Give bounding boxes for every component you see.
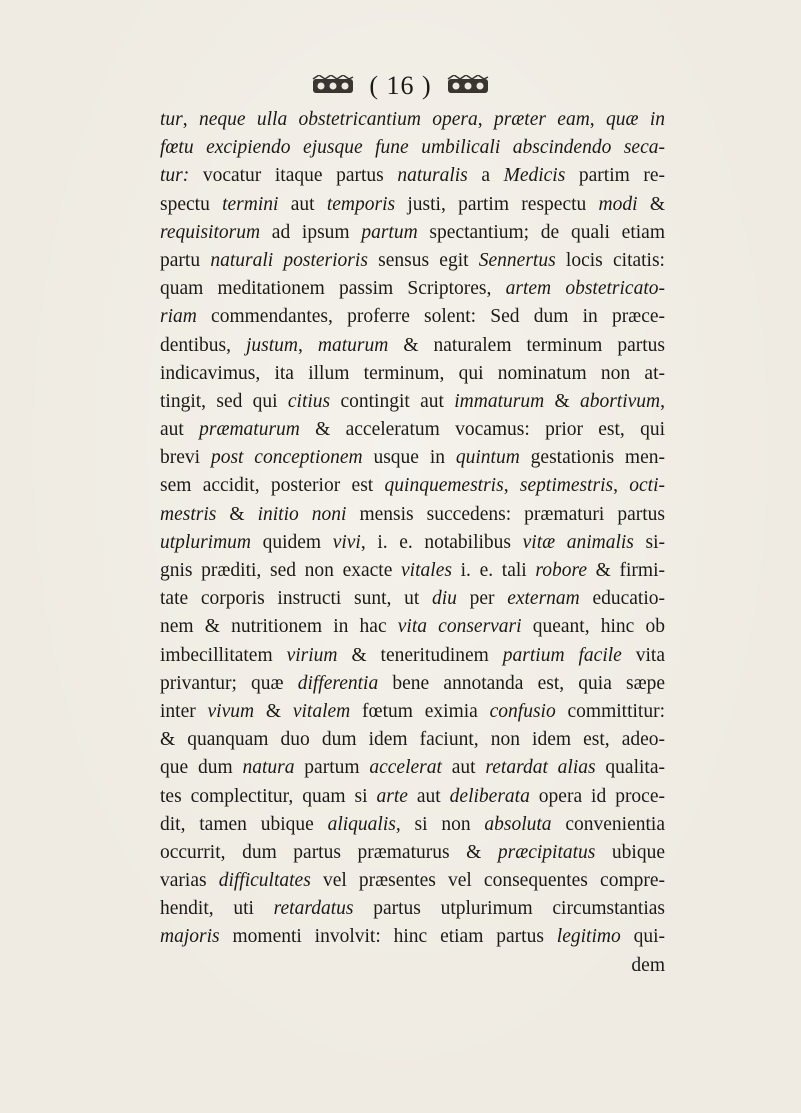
italic-text: robore xyxy=(535,560,587,581)
italic-text: arte xyxy=(376,785,408,807)
text-line xyxy=(160,134,665,162)
text-segment: que dum xyxy=(160,757,243,779)
text-segment: vocatur itaque partus xyxy=(189,165,398,187)
italic-text: differentia xyxy=(297,672,379,694)
text-segment: justi, partim respectu xyxy=(395,193,599,215)
text-segment: quam meditationem passim Scriptores, xyxy=(160,278,506,300)
text-line xyxy=(160,191,665,219)
text-line xyxy=(160,670,665,698)
text-segment: sensus egit xyxy=(367,249,479,271)
text-line xyxy=(160,642,665,670)
text-segment: dentibus, xyxy=(160,334,246,356)
italic-text: partium facile xyxy=(502,644,622,666)
italic-text: deliberata xyxy=(449,785,530,807)
right-ornament-icon xyxy=(446,75,490,97)
italic-text: justum xyxy=(245,334,298,356)
page-header xyxy=(0,68,801,104)
italic-text: præmaturum xyxy=(199,419,300,441)
italic-text: confusio xyxy=(489,700,556,722)
italic-text: vitales xyxy=(401,560,452,581)
text-segment: spectu xyxy=(160,193,223,215)
text-line xyxy=(160,613,665,641)
italic-text: post conceptionem xyxy=(210,447,363,469)
text-segment: , i. e. notabilibus xyxy=(360,531,523,553)
italic-text: maturum xyxy=(317,334,389,356)
italic-text: quæ in xyxy=(605,109,665,130)
text-segment: dit, tamen ubique xyxy=(160,813,328,835)
text-line xyxy=(160,811,665,839)
text-segment: mensis succedens: præmaturi partus xyxy=(346,503,665,525)
text-segment: vel præsentes vel consequentes compre- xyxy=(310,870,665,892)
italic-text: naturali posterioris xyxy=(210,249,368,271)
text-segment: & acceleratum vocamus: prior est, qui xyxy=(299,419,665,441)
text-line xyxy=(160,529,665,557)
italic-text: requisitorum xyxy=(160,221,261,243)
italic-text: retardatus xyxy=(273,898,354,920)
text-segment: convenientia xyxy=(551,813,665,835)
text-segment: , xyxy=(182,109,199,130)
text-segment: partu xyxy=(160,249,211,271)
italic-text: abortivum xyxy=(579,390,661,412)
text-segment: contingit aut xyxy=(330,390,455,412)
text-line xyxy=(160,698,665,726)
text-line xyxy=(160,332,665,360)
italic-text: difficultates xyxy=(218,870,311,892)
italic-text: vitalem xyxy=(292,700,351,722)
text-segment: , xyxy=(589,109,606,130)
text-segment: , xyxy=(298,334,318,356)
text-line xyxy=(160,162,665,190)
text-line xyxy=(160,726,665,754)
italic-text: temporis xyxy=(326,193,396,215)
text-line xyxy=(160,360,665,388)
text-segment: qualita- xyxy=(595,757,665,779)
text-segment: committitur: xyxy=(555,700,665,722)
italic-text: vitæ animalis xyxy=(522,531,634,553)
italic-text: naturalis xyxy=(397,165,468,187)
italic-text: accelerat xyxy=(369,757,442,779)
italic-text: legitimo xyxy=(556,926,621,948)
text-segment: aut xyxy=(407,785,450,807)
italic-text: natura xyxy=(242,757,295,779)
text-segment: nem & nutritionem in hac xyxy=(160,616,398,638)
text-segment: gnis præditi, sed non exacte xyxy=(160,560,402,581)
text-line xyxy=(160,501,665,529)
italic-text: tur xyxy=(160,109,183,130)
italic-text: artem obstetricato- xyxy=(505,278,665,300)
text-segment: imbecillitatem xyxy=(160,644,287,666)
italic-text: utplurimum xyxy=(160,531,252,553)
text-segment: aut xyxy=(441,757,486,779)
italic-text: virium xyxy=(286,644,338,666)
italic-text: vivi xyxy=(332,531,361,553)
text-line xyxy=(160,219,665,247)
italic-text: riam xyxy=(160,306,197,328)
text-segment: sem accidit, posterior est xyxy=(160,475,385,497)
text-segment: & quanquam duo dum idem faciunt, non idem est, adeo- xyxy=(160,729,665,751)
text-segment: & naturalem terminum partus xyxy=(388,334,665,356)
text-line xyxy=(160,388,665,416)
text-segment: locis citatis: xyxy=(555,249,665,271)
text-line xyxy=(160,472,665,500)
text-segment: gestationis men- xyxy=(519,447,665,469)
text-line xyxy=(160,895,665,923)
italic-text: vita conservari xyxy=(397,616,522,638)
text-segment: & xyxy=(637,193,665,215)
italic-text: diu xyxy=(431,588,457,610)
text-line xyxy=(160,952,665,980)
italic-text: immaturum xyxy=(454,390,545,412)
italic-text: tur: xyxy=(160,165,190,187)
left-ornament-icon xyxy=(311,75,355,97)
text-segment: partum xyxy=(294,757,370,779)
text-segment: spectantium; de quali etiam xyxy=(417,221,665,243)
text-segment: tingit, sed qui xyxy=(160,390,288,412)
text-segment: momenti involvit: hinc etiam partus xyxy=(219,926,557,948)
text-segment: bene annotanda est, quia sæpe xyxy=(378,672,665,694)
text-segment: inter xyxy=(160,700,208,722)
body-text xyxy=(160,106,665,980)
italic-text: præter eam xyxy=(493,109,590,130)
text-segment: usque in xyxy=(362,447,456,469)
text-segment: hendit, uti xyxy=(160,898,274,920)
text-line xyxy=(160,275,665,303)
text-line xyxy=(160,783,665,811)
text-segment: educatio- xyxy=(579,588,665,610)
italic-text: citius xyxy=(287,390,331,412)
text-segment: indicavimus, ita illum terminum, qui nominatum non at- xyxy=(160,362,665,384)
italic-text: absoluta xyxy=(484,813,552,835)
text-segment: & xyxy=(544,390,580,412)
text-line xyxy=(160,303,665,331)
text-segment: partim re- xyxy=(565,165,665,187)
italic-text: initio noni xyxy=(257,503,347,525)
text-segment: ubique xyxy=(595,841,665,863)
text-segment: fœtum eximia xyxy=(350,700,490,722)
text-line xyxy=(160,839,665,867)
italic-text: octi- xyxy=(629,475,665,497)
text-segment: tate corporis instructi sunt, ut xyxy=(160,588,432,610)
italic-text: majoris xyxy=(160,926,220,948)
italic-text: mestris xyxy=(160,503,217,525)
text-segment: a xyxy=(467,165,504,187)
text-segment: brevi xyxy=(160,447,211,469)
italic-text: modi xyxy=(598,193,638,215)
italic-text: neque ulla obstetricantium opera xyxy=(198,109,478,130)
text-segment: partus utplurimum circumstantias xyxy=(353,898,665,920)
text-segment: opera id proce- xyxy=(529,785,665,807)
italic-text: vivum xyxy=(207,700,255,722)
italic-text: retardat alias xyxy=(485,757,596,779)
text-line xyxy=(160,585,665,613)
text-segment: & xyxy=(216,503,258,525)
italic-text: partum xyxy=(361,221,418,243)
italic-text: externam xyxy=(507,588,580,610)
italic-text: quinquemestris xyxy=(384,475,504,497)
text-segment: , xyxy=(660,390,665,412)
text-line xyxy=(160,867,665,895)
page-number: ( 16 ) xyxy=(369,71,432,100)
text-segment: varias xyxy=(160,870,219,892)
text-segment: si- xyxy=(633,531,665,553)
text-segment: ad ipsum xyxy=(260,221,362,243)
text-line xyxy=(160,247,665,275)
italic-text: fœtu excipiendo ejusque fune umbilicali abscindendo seca- xyxy=(160,137,665,159)
text-segment: qui- xyxy=(620,926,665,948)
text-line xyxy=(160,557,665,585)
text-segment: privantur; quæ xyxy=(160,672,298,694)
italic-text: termini xyxy=(222,193,279,215)
text-segment: & firmi- xyxy=(587,560,665,581)
text-segment: occurrit, dum partus præmaturus & xyxy=(160,841,498,863)
text-segment: , si non xyxy=(395,813,485,835)
text-segment: tes complectitur, quam si xyxy=(160,785,377,807)
text-line xyxy=(160,106,665,134)
text-segment: , xyxy=(613,475,630,497)
text-segment: dem xyxy=(631,954,665,976)
text-segment: , xyxy=(477,109,494,130)
italic-text: præcipitatus xyxy=(497,841,596,863)
text-segment: quidem xyxy=(251,531,333,553)
text-segment: vita xyxy=(621,644,665,666)
text-line xyxy=(160,444,665,472)
text-segment: aut xyxy=(160,419,200,441)
italic-text: Sennertus xyxy=(478,249,556,271)
italic-text: aliqualis xyxy=(327,813,396,835)
italic-text: septimestris xyxy=(519,475,614,497)
text-segment: commendantes, proferre solent: Sed dum in præce- xyxy=(196,306,665,328)
text-segment: aut xyxy=(278,193,327,215)
text-segment: queant, hinc ob xyxy=(521,616,665,638)
italic-text: quintum xyxy=(455,447,520,469)
text-line xyxy=(160,754,665,782)
text-segment: i. e. tali xyxy=(451,560,536,581)
text-segment: & teneritudinem xyxy=(337,644,503,666)
text-segment: , xyxy=(503,475,520,497)
italic-text: Medicis xyxy=(503,165,566,187)
text-segment: per xyxy=(456,588,508,610)
text-segment: & xyxy=(254,700,293,722)
text-line xyxy=(160,923,665,951)
text-line xyxy=(160,416,665,444)
